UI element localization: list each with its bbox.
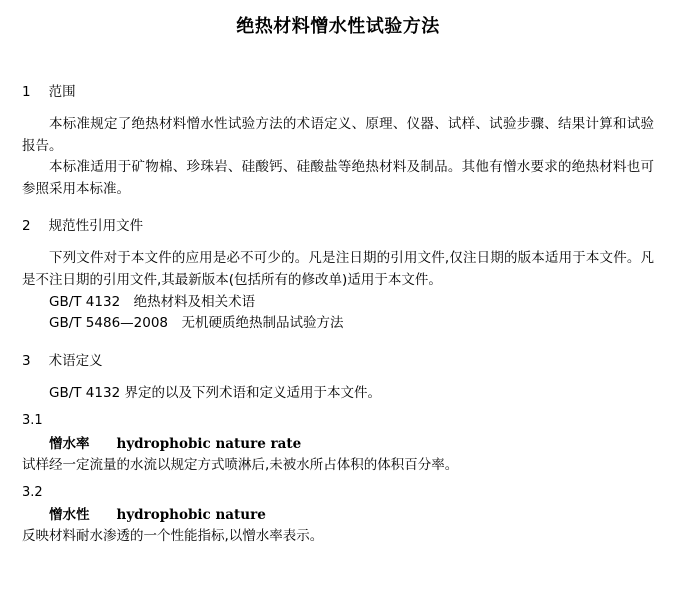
spacer <box>22 38 654 80</box>
term-title <box>22 434 654 455</box>
spacer <box>22 476 654 483</box>
section-number-2: 2 <box>22 218 31 235</box>
section-title-1: 范围 <box>48 84 76 100</box>
section-title-3: 术语定义 <box>48 352 103 369</box>
section-number-3: 3 <box>22 352 31 369</box>
section-heading-3 <box>22 349 654 369</box>
term-english: hydrophobic nature <box>116 507 266 524</box>
term-definition: 反映材料耐水渗透的一个性能指标,以憎水率表示。 <box>22 528 324 545</box>
term-title <box>22 505 654 526</box>
term-number: 3.1 <box>22 413 43 429</box>
spacer <box>22 369 654 383</box>
spacer <box>22 100 654 114</box>
paragraph: 下列文件对于本文件的应用是必不可少的。凡是注日期的引用文件,仅注日期的版本适用于本文件。凡是不注日期的引用文件,其最新版本(包括所有的修改单)适用于本文件。 <box>22 250 654 288</box>
term-name: 憎水率 <box>49 435 90 452</box>
term-english: hydrophobic nature rate <box>116 435 302 452</box>
section-number-1: 1 <box>22 84 31 100</box>
term-name: 憎水性 <box>49 507 90 524</box>
term-number: 3.2 <box>22 484 43 500</box>
document-page <box>0 12 676 610</box>
spacer <box>22 335 654 349</box>
reference-item: GB/T 4132 绝热材料及相关术语 <box>49 293 256 310</box>
section-heading-1 <box>22 80 654 100</box>
reference-item: GB/T 5486—2008 无机硬质绝热制品试验方法 <box>49 315 344 332</box>
spacer <box>22 404 654 411</box>
term-definition: 试样经一定流量的水流以规定方式喷淋后,未被水所占体积的体积百分率。 <box>22 456 459 473</box>
spacer <box>22 200 654 214</box>
section-heading-2 <box>22 214 654 234</box>
spacer <box>22 234 654 248</box>
paragraph: GB/T 4132 界定的以及下列术语和定义适用于本文件。 <box>49 384 381 401</box>
paragraph: 本标准规定了绝热材料憎水性试验方法的术语定义、原理、仪器、试样、试验步骤、结果计算和试验报告。 <box>22 116 654 154</box>
page-title: 绝热材料憎水性试验方法 <box>236 16 440 37</box>
section-title-2: 规范性引用文件 <box>48 218 144 235</box>
paragraph: 本标准适用于矿物棉、珍珠岩、硅酸钙、硅酸盐等绝热材料及制品。其他有憎水要求的绝热材料也可参照采用本标准。 <box>22 159 654 197</box>
